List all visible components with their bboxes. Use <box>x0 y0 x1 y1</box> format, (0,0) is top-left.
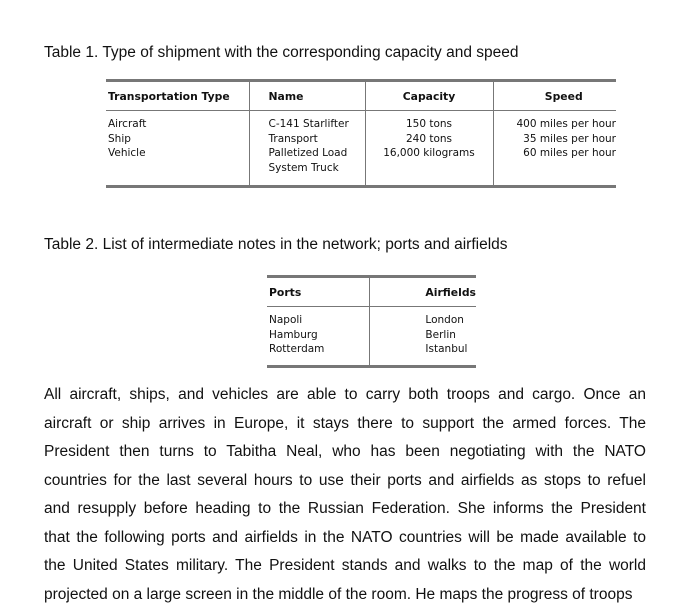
paragraph-line: aircraft or ship arrives in Europe, it stays there to support the armed forces. The <box>44 414 646 432</box>
ports-airfields-table <box>267 275 476 368</box>
cell-line: 400 miles per hour <box>516 118 616 130</box>
paragraph-line: President then turns to Tabitha Neal, who has been negotiating with the NATO <box>44 443 646 460</box>
cell-line: Hamburg <box>269 328 318 341</box>
cell-line: C-141 Starlifter <box>268 118 349 130</box>
transportation-type-cell <box>106 111 249 187</box>
cell-line: 35 miles per hour <box>523 132 616 145</box>
table-row <box>267 307 476 367</box>
speed-cell <box>493 111 616 187</box>
cell-line: Aircraft <box>108 118 147 130</box>
paragraph-line: countries for the last several hours to use their ports and airfields as stops to refuel <box>44 471 646 489</box>
capacity-cell <box>365 111 493 187</box>
name-cell <box>249 111 365 187</box>
table-2-caption: Table 2. List of intermediate notes in the network; ports and airfields <box>44 236 508 253</box>
column-header-transportation-type: Transportation Type <box>106 81 249 111</box>
ports-cell <box>267 307 370 367</box>
column-header-ports: Ports <box>267 277 370 307</box>
column-header-capacity: Capacity <box>365 81 493 111</box>
airfields-cell <box>370 307 476 367</box>
paragraph-line: the United States military. The President stands and walks to the map of the world <box>44 557 646 574</box>
paragraph-line: and resupply before heading to the Russian Federation. She informs the President <box>44 500 646 517</box>
column-header-name: Name <box>249 81 365 111</box>
cell-line: Berlin <box>425 328 456 341</box>
cell-line: Transport <box>268 132 318 145</box>
cell-line: London <box>425 314 464 326</box>
cell-line: Rotterdam <box>269 343 325 356</box>
table-1-caption: Table 1. Type of shipment with the corresponding capacity and speed <box>44 44 519 61</box>
shipment-capacity-speed-table <box>106 79 616 188</box>
table-header-row <box>106 81 616 111</box>
cell-line: Palletized Load <box>268 147 348 160</box>
cell-line: 240 tons <box>405 132 453 145</box>
cell-line: Istanbul <box>425 343 468 356</box>
paragraph-line: projected on a large screen in the middle of the room. He maps the progress of troops <box>44 585 633 603</box>
cell-line: 150 tons <box>405 118 453 130</box>
cell-line: 16,000 kilograms <box>383 147 475 160</box>
cell-line: Vehicle <box>108 147 146 160</box>
cell-line: Ship <box>108 132 131 145</box>
cell-line: System Truck <box>268 161 339 174</box>
body-paragraph <box>44 381 646 609</box>
column-header-speed: Speed <box>493 81 616 111</box>
table-header-row <box>267 277 476 307</box>
column-header-airfields: Airfields <box>370 277 476 307</box>
paragraph-line: All aircraft, ships, and vehicles are able to carry both troops and cargo. Once an <box>44 386 646 403</box>
paragraph-line: that the following ports and airfields in the NATO countries will be made available to <box>44 528 646 546</box>
cell-line: Napoli <box>269 314 303 326</box>
cell-line: 60 miles per hour <box>523 147 616 160</box>
table-row <box>106 111 616 187</box>
